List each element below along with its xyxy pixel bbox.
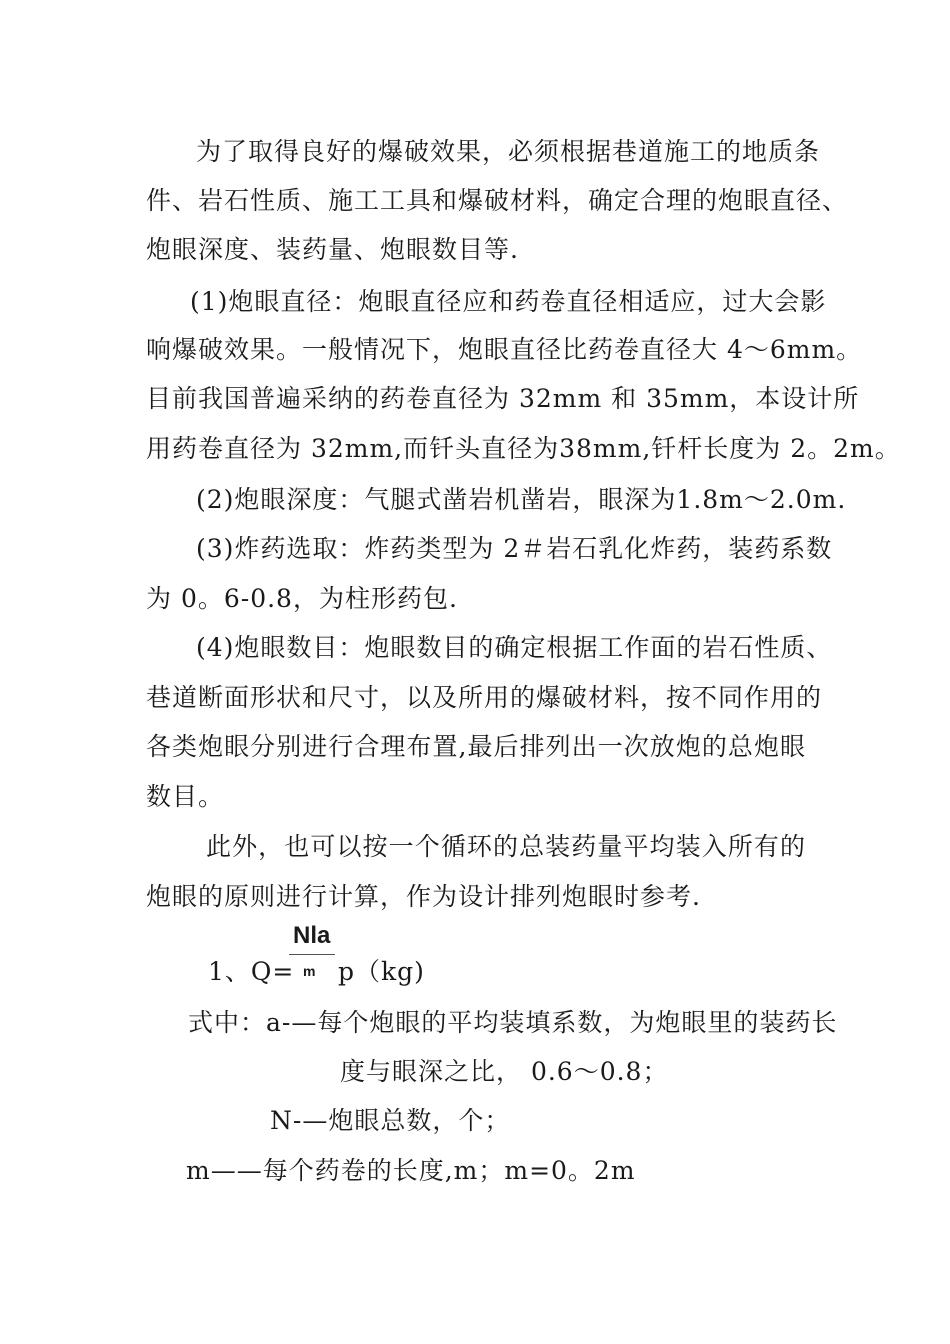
item4-line-4: 数目。 — [146, 782, 225, 811]
formula-numerator: Nla — [293, 922, 331, 949]
definition-m: m——每个药卷的长度,m；m=0。2m — [186, 1156, 636, 1185]
item1-line-1: (1)炮眼直径：炮眼直径应和药卷直径相适应，过大会影 — [190, 287, 827, 316]
note-line-2: 炮眼的原则进行计算，作为设计排列炮眼时参考. — [146, 882, 701, 911]
intro-line-1: 为了取得良好的爆破效果，必须根据巷道施工的地质条 — [196, 137, 821, 166]
fraction-bar — [289, 954, 335, 955]
item4-line-1: (4)炮眼数目：炮眼数目的确定根据工作面的岩石性质、 — [196, 633, 833, 662]
item4-line-3: 各类炮眼分别进行合理布置,最后排列出一次放炮的总炮眼 — [146, 732, 806, 761]
item3-line-2: 为 0。6-0.8，为柱形药包. — [146, 584, 458, 613]
definition-a-line-1: 式中：a-—每个炮眼的平均装填系数，为炮眼里的装药长 — [188, 1008, 838, 1037]
item2-line-1: (2)炮眼深度：气腿式凿岩机凿岩，眼深为1.8m～2.0m. — [196, 485, 847, 514]
item1-line-3: 目前我国普遍采纳的药卷直径为 32mm 和 35mm，本设计所 — [146, 384, 860, 413]
note-line-1: 此外，也可以按一个循环的总装药量平均装入所有的 — [206, 832, 806, 861]
item3-line-1: (3)炸药选取：炸药类型为 2＃岩石乳化炸药，装药系数 — [196, 534, 833, 563]
formula-suffix: p（kg) — [338, 957, 425, 986]
formula-prefix: 1、Q= — [208, 957, 295, 986]
definition-n: N-—炮眼总数，个； — [270, 1106, 511, 1135]
item1-line-4: 用药卷直径为 32mm,而钎头直径为38mm,钎杆长度为 2。2m。 — [146, 434, 901, 463]
intro-line-3: 炮眼深度、装药量、炮眼数目等. — [146, 235, 519, 264]
item4-line-2: 巷道断面形状和尺寸，以及所用的爆破材料，按不同作用的 — [146, 683, 823, 712]
intro-line-2: 件、岩石性质、施工工具和爆破材料，确定合理的炮眼直径、 — [146, 186, 849, 215]
definition-a-line-2: 度与眼深之比， 0.6～0.8； — [340, 1057, 669, 1086]
item1-line-2: 响爆破效果。一般情况下，炮眼直径比药卷直径大 4～6mm。 — [146, 335, 863, 364]
formula-denominator: m — [303, 963, 316, 979]
